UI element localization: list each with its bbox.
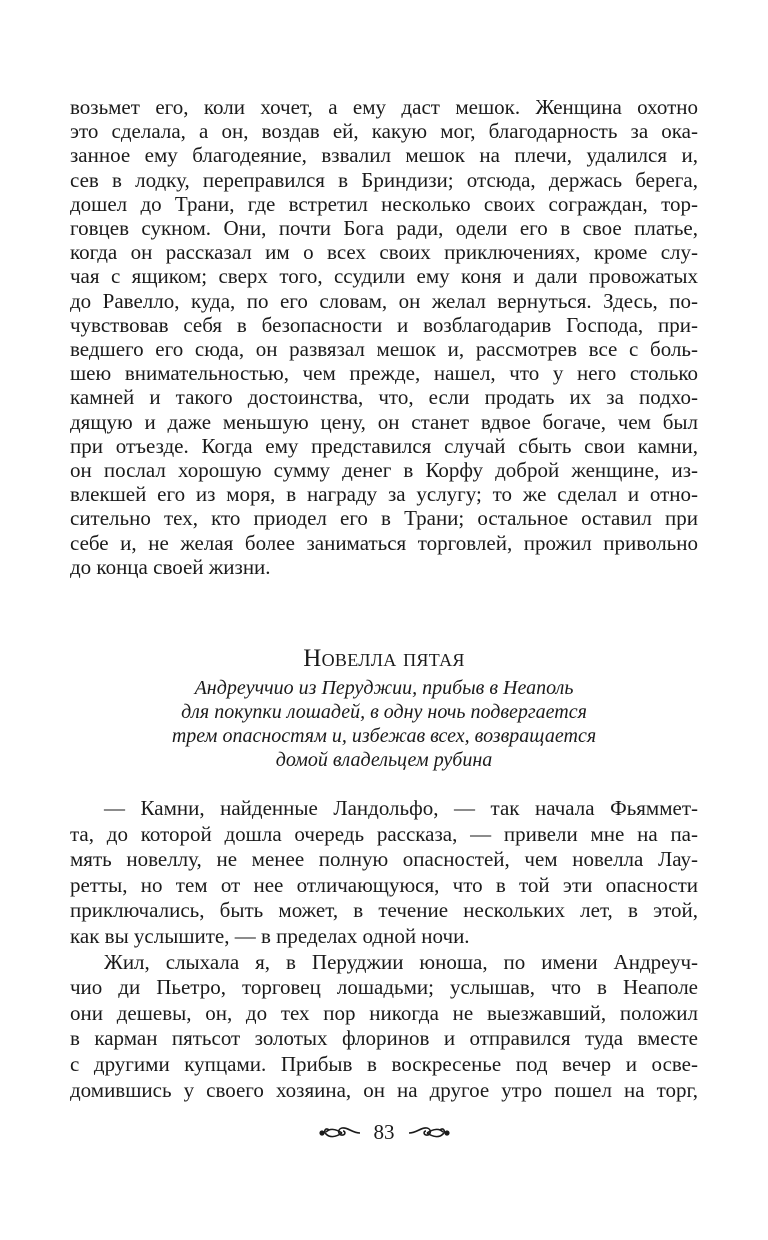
text-line: сев в лодку, переправился в Бриндизи; отсюда, держась берега,: [70, 167, 698, 192]
text-line: ретты, но тем от нее отличающуюся, что в той эти опасности: [70, 872, 698, 897]
fleuron-left-icon: [318, 1122, 362, 1144]
text-line: Жил, слыхала я, в Перуджии юноша, по имени Андреуч-: [104, 949, 698, 974]
text-line: ведшего его сюда, он развязал мешок и, рассмотрев все с боль-: [70, 337, 698, 361]
page-number: 83: [373, 1120, 395, 1144]
text-line: возьмет его, коли хочет, а ему даст мешок. Женщина охотно: [70, 95, 698, 119]
page-footer: [0, 1120, 768, 1145]
text-line: при отъезде. Когда ему представился случай сбыть свои камни,: [70, 433, 698, 458]
text-line: они дешевы, он, до тех пор никогда не выезжавший, положил: [70, 1000, 698, 1025]
text-line: шею внимательностью, чем прежде, нашел, что у него столько: [70, 361, 698, 386]
text-line: камней и такого достоинства, что, если продать их за подхо-: [70, 385, 698, 410]
text-line: это сделала, а он, воздав ей, какую мог, благодарность за ока-: [70, 119, 698, 144]
text-line: он послал хорошую сумму денег в Корфу доброй женщине, из-: [70, 458, 698, 482]
text-line: себе и, не желая более заниматься торговлей, прожил привольно: [70, 530, 698, 555]
text-line: влекшей его из моря, в награду за услугу; то же сделал и отно-: [70, 482, 698, 507]
text-line: сительно тех, кто приодел его в Трани; остальное оставил при: [70, 506, 698, 531]
fleuron-right-icon: [407, 1122, 451, 1144]
summary-line: трем опасностям и, избежав всех, возвращается: [171, 725, 597, 747]
text-line: чувствовав себя в безопасности и возблагодарив Господа, при-: [70, 312, 698, 337]
summary-line: домой владельцем рубина: [275, 749, 493, 771]
text-line: говцев сукном. Они, почти Бога ради, одели его в свое платье,: [70, 216, 698, 240]
text-line: до конца своей жизни.: [70, 554, 271, 579]
text-line: дящую и даже меньшую цену, он станет вдвое богаче, чем был: [70, 409, 698, 434]
text-line: приключались, быть может, в течение нескольких лет, в этой,: [70, 898, 698, 923]
summary-line: для покупки лошадей, в одну ночь подвергается: [181, 701, 587, 723]
text-line: чая с ящиком; сверх того, ссудили ему коня и дали провожатых: [70, 264, 698, 289]
chapter-heading: Новелла пятая: [303, 645, 465, 672]
text-line: как вы услышите, — в пределах одной ночи.: [70, 924, 470, 948]
text-line: занное ему благодеяние, взвалил мешок на плечи, удалился и,: [70, 143, 698, 168]
text-line: чио ди Пьетро, торговец лошадьми; услышав, что в Неаполе: [70, 975, 698, 1000]
text-line: — Камни, найденные Ландольфо, — так начала Фьяммет-: [104, 796, 698, 820]
summary-line: Андреуччио из Перуджии, прибыв в Неаполь: [194, 677, 574, 699]
text-line: до Равелло, куда, по его словам, он желал вернуться. Здесь, по-: [70, 288, 698, 313]
text-line: дошел до Трани, где встретил несколько своих сограждан, тор-: [70, 191, 698, 216]
text-line: мять новеллу, не менее полную опасностей, чем новелла Лау-: [70, 847, 698, 872]
text-line: в карман пятьсот золотых флоринов и отправился туда вместе: [70, 1026, 698, 1051]
text-line: с другими купцами. Прибыв в воскресенье под вечер и осве-: [70, 1052, 698, 1076]
text-line: домившись у своего хозяина, он на другое утро пошел на торг,: [70, 1077, 698, 1102]
text-line: та, до которой дошла очередь рассказа, — привели мне на па-: [70, 821, 698, 846]
text-line: когда он рассказал им о всех своих приключениях, кроме слу-: [70, 240, 698, 265]
